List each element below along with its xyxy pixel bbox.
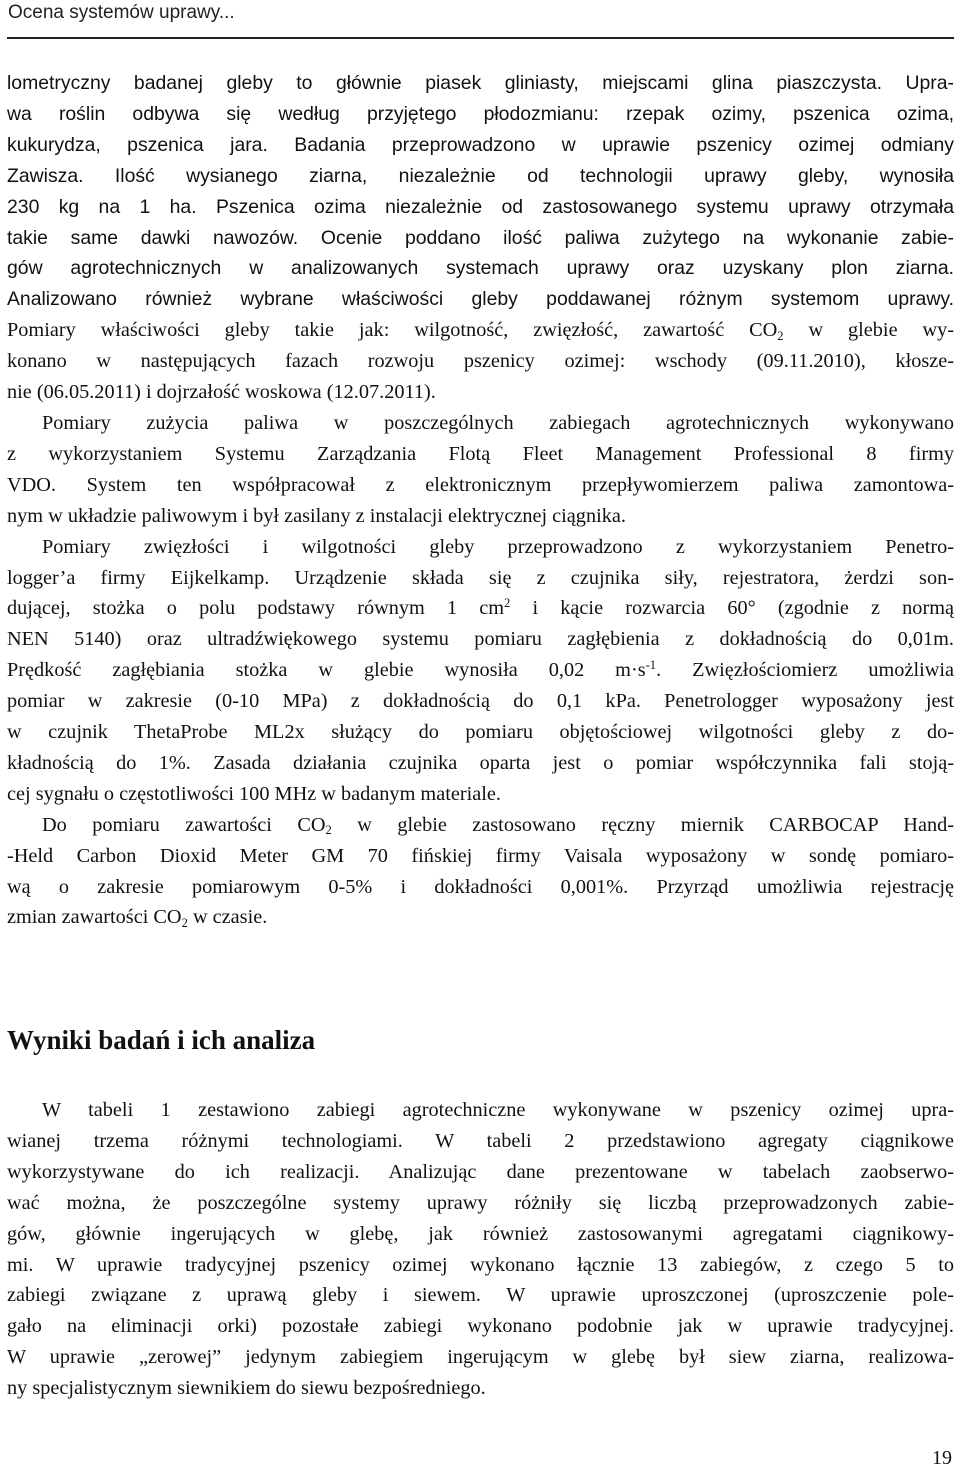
text-line: pomiar w zakresie (0-10 MPa) z dokładnością do 0,1 kPa. Penetrologger wyposażony jest [7,690,954,713]
paragraph-penetrologger [7,532,954,810]
text-line: Pomiary zwięzłości i wilgotności gleby przeprowadzono z wykorzystaniem Penetro- [42,535,954,558]
text-line: Analizowano również wybrane właściwości gleby poddawanej różnym systemom uprawy. [7,288,954,311]
header-rule [7,37,954,39]
text-line: wać można, że poszczególne systemy uprawy różniły się liczbą przeprowadzonych zabie- [7,1191,954,1214]
text-fragment: dującej, stożka o polu podstawy równym 1 cm [7,597,505,620]
paragraph-results [7,1095,954,1404]
body-text [7,68,954,933]
text-line: mi. W uprawie tradycyjnej pszenicy ozimej wykonano łącznie 13 zabiegów, z czego 5 to [7,1253,954,1276]
section-heading: Wyniki badań i ich analiza [7,1025,316,1055]
text-line [7,593,954,624]
text-fragment: Do pomiaru zawartości CO [42,813,326,836]
text-line [7,902,954,933]
subscript: 2 [325,823,332,838]
subscript: 2 [777,328,784,343]
text-line: W uprawie „zerowej” jedynym zabiegiem ingerującym w glebę był siew ziarna, realizowa- [7,1346,954,1369]
text-fragment: w czasie. [187,906,268,929]
text-line: wianej trzema różnymi technologiami. W tabeli 2 przedstawiono agregaty ciągnikowe [7,1129,954,1152]
text-fragment: w glebie zastosowano ręczny miernik CARBOCAP Hand- [331,813,954,836]
text-line: ny specjalistycznym siewnikiem do siewu bezpośredniego. [7,1377,486,1400]
text-fragment: i kącie rozwarcia 60° (zgodnie z normą [510,597,954,620]
paragraph-fuel-measurement [7,408,954,532]
text-line: -Held Carbon Dioxid Meter GM 70 fińskiej firmy Vaisala wyposażony w sondę pomiaro- [7,844,954,867]
text-line: nie (06.05.2011) i dojrzałość woskowa (12.07.2011). [7,381,436,404]
text-line: wą o zakresie pomiarowym 0-5% i dokładności 0,001%. Przyrząd umożliwia rejestrację [7,875,954,898]
subscript: 2 [181,915,188,930]
text-line: cej sygnału o częstotliwości 100 MHz w badanym materiale. [7,782,501,805]
text-fragment: Pomiary właściwości gleby takie jak: wilgotność, zwięzłość, zawartość CO [7,319,778,342]
text-line [7,655,954,686]
text-line: zabiegi związane z uprawą gleby i siewem. W uprawie uproszczonej (uproszczenie pole- [7,1284,954,1307]
text-line: logger’a firmy Eijkelkamp. Urządzenie składa się z czujnika siły, rejestratora, żerdzi son- [7,566,954,589]
text-line: gów agrotechnicznych w analizowanych systemach uprawy oraz uzyskany plon ziarna. [7,257,954,280]
text-line: lometryczny badanej gleby to głównie piasek gliniasty, miejscami glina piaszczysta. Upra- [7,72,954,94]
text-line: kładnością do 1%. Zasada działania czujnika oparta jest o pomiar współczynnika fali stoją- [7,751,954,774]
text-line: konano w następujących fazach rozwoju pszenicy ozimej: wschody (09.11.2010), kłosze- [7,350,954,373]
text-line [7,810,954,841]
text-line: takie same dawki nawozów. Ocenie poddano ilość paliwa zużytego na wykonanie zabie- [7,226,954,249]
text-line: w czujnik ThetaProbe ML2x służący do pomiaru objętościowej wilgotności gleby z do- [7,721,954,744]
text-line: nym w układzie paliwowym i był zasilany z instalacji elektrycznej ciągnika. [7,504,626,527]
text-line: wykorzystywane do ich realizacji. Analizując dane prezentowane w tabelach zaobserwo- [7,1160,954,1183]
paragraph-co2-meter [7,810,954,934]
text-line: gów, głównie ingerujących w glebę, jak również zastosowanymi agregatami ciągnikowy- [7,1222,954,1245]
text-line: gało na eliminacji orki) pozostałe zabiegi wykonano podobnie jak w uprawie tradycyjnej. [7,1315,954,1338]
page-number: 19 [932,1447,952,1469]
paragraph-site-description [7,68,954,408]
text-fragment: w glebie wy- [783,319,955,342]
text-line: Pomiary zużycia paliwa w poszczególnych zabiegach agrotechnicznych wykonywano [42,411,954,434]
results-text [7,1095,954,1404]
text-line: NEN 5140) oraz ultradźwiękowego systemu pomiaru zagłębienia z dokładnością do 0,01m. [7,628,954,651]
text-line: kukurydza, pszenica jara. Badania przeprowadzono w uprawie pszenicy ozimej odmiany [7,133,954,156]
text-line: 230 kg na 1 ha. Pszenica ozima niezależnie od zastosowanego systemu uprawy otrzymała [7,195,954,218]
text-fragment: . Zwięzłościomierz umożliwia [656,659,954,682]
superscript: 2 [504,596,511,611]
text-line: VDO. System ten współpracował z elektronicznym przepływomierzem paliwa zamontowa- [7,473,954,496]
running-header: Ocena systemów uprawy... [8,2,235,23]
text-line [7,315,954,346]
text-line: wa roślin odbywa się według przyjętego płodozmianu: rzepak ozimy, pszenica ozima, [7,102,954,125]
text-line: z wykorzystaniem Systemu Zarządzania Flotą Fleet Management Professional 8 firmy [7,442,954,465]
text-line: W tabeli 1 zestawiono zabiegi agrotechniczne wykonywane w pszenicy ozimej upra- [42,1099,954,1121]
text-fragment: Prędkość zagłębiania stożka w glebie wynosiła 0,02 m·s [7,659,646,682]
superscript: -1 [645,658,657,673]
text-fragment: zmian zawartości CO [7,906,182,929]
text-line: Zawisza. Ilość wysianego ziarna, niezależnie od technologii uprawy gleby, wynosiła [7,164,954,187]
